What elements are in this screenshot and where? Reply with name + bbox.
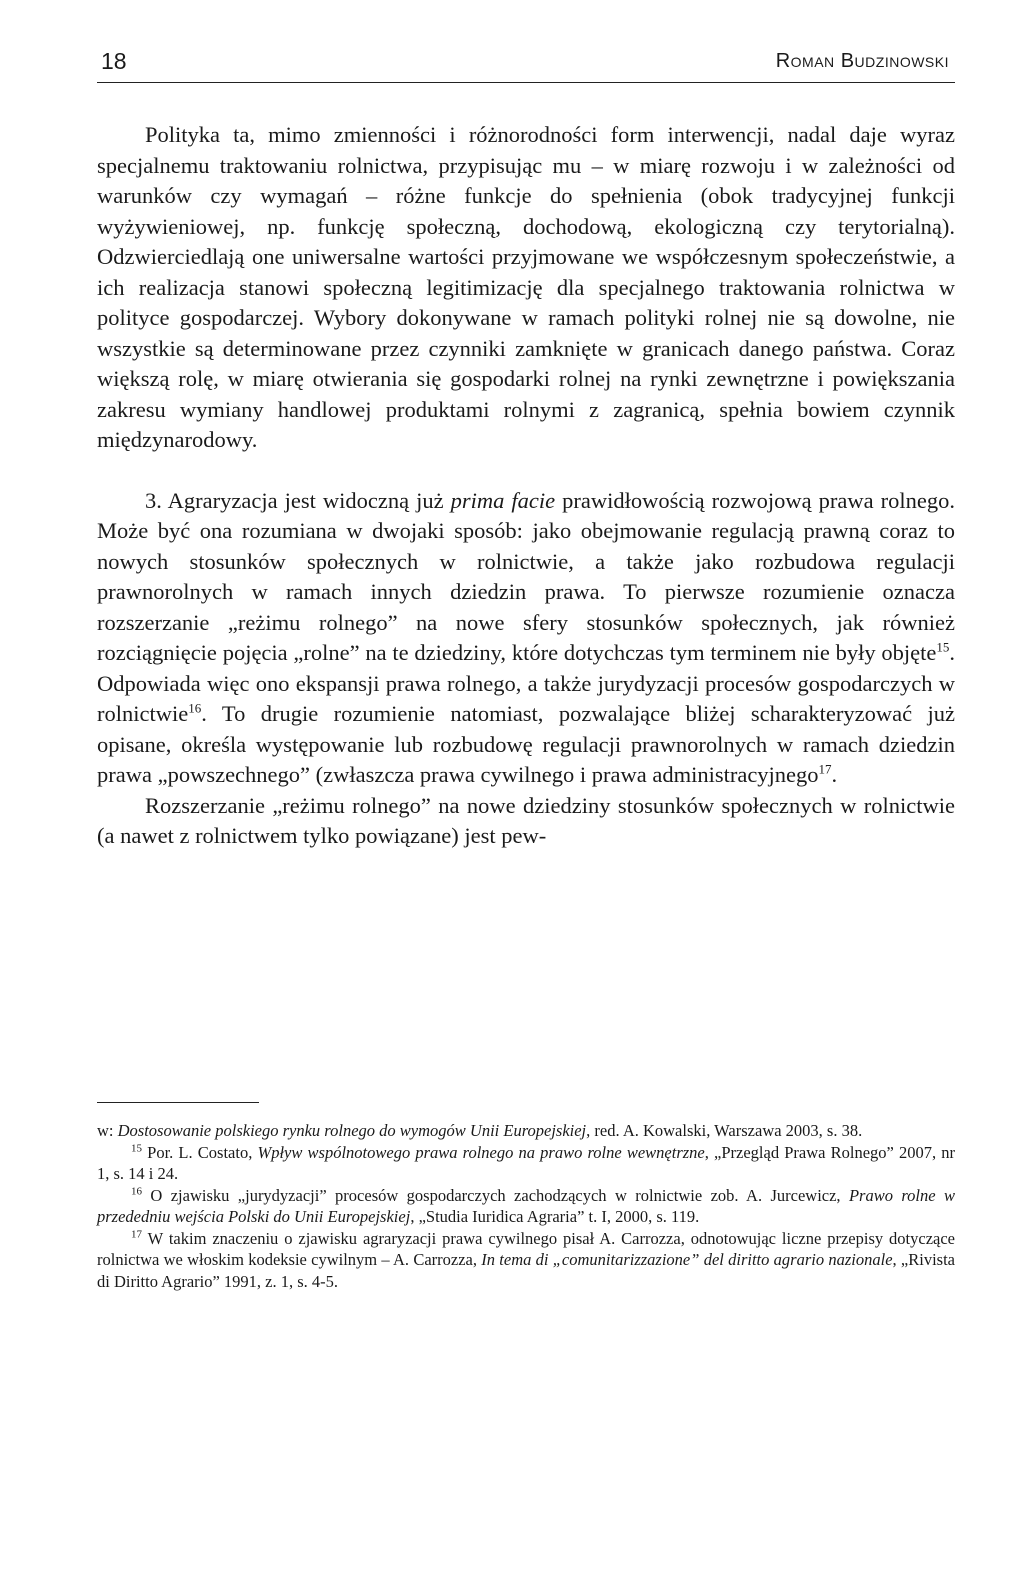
footnote-continued: w: Dostosowanie polskiego rynku rolnego do wymogów Unii Europejskiej, red. A. Kowalski, Warszawa 2003, s. 38.	[97, 1121, 863, 1140]
footnote-ref: 16	[188, 700, 202, 716]
paragraph: Rozszerzanie „reżimu rolnego” na nowe dziedziny stosunków społecznych w rolnictwie (a nawet z rolnictwem tylko powiązane) jest pew-	[97, 792, 955, 848]
footnote-16: $^{16}$ O zjawisku „jurydyzacji” procesów gospodarczych zachodzących w rolnictwie zob. A. Jurcewicz, Prawo rolne w przededniu wejścia Polski do Unii Europejskiej, „Studia Iuridica Agraria” t. I, 2000, s. 119.	[97, 1185, 956, 1226]
paragraph: Polityka ta, mimo zmienności i różnorodności form interwencji, nadal daje wyraz specjalnemu traktowaniu rolnictwa, przypisując mu – w miarę rozwoju i w zależności od warunków czy wymagań – różne funkcje do spełnienia (obok tradycyjnej funkcji wyżywieniowej, np. funkcję społeczną, dochodową, ekologiczną czy terytorialną). Odzwierciedlają one uniwersalne wartości przyjmowane we współczesnym społeczeństwie, a ich realizacja stanowi społeczną legitimizację dla specjalnego traktowania rolnictwa w polityce gospodarczej. Wybory dokonywane w ramach polityki rolnej nie są dowolne, nie wszystkie są determinowane przez czynniki zamknięte w granicach danego państwa. Coraz większą rolę, w miarę otwierania się gospodarki rolnej na rynki zewnętrzne i powiększania zakresu wymiany handlowej produktami rolnymi z zagranicą, spełnia bowiem czynnik międzynarodowy.	[97, 122, 955, 452]
footnote-divider	[97, 1102, 259, 1103]
page-header	[97, 48, 955, 83]
latin-phrase: prima facie	[450, 487, 556, 513]
main-text	[97, 120, 955, 852]
footnote-ref: 17	[818, 761, 832, 777]
footnotes	[97, 1120, 955, 1292]
footnote-17: $^{17}$ W takim znaczeniu o zjawisku agraryzacji prawa cywilnego pisał A. Carrozza, odnotowując liczne przepisy dotyczące rolnictwa we włoskim kodeksie cywilnym – A. Carrozza, In tema di „comunitarizzazione” del diritto agrario nazionale, „Rivista di Diritto Agrario” 1991, z. 1, s. 4-5.	[97, 1228, 956, 1291]
running-title: Roman Budzinowski	[775, 50, 949, 72]
footnote-15: $^{15}$ Por. L. Costato, Wpływ wspólnotowego prawa rolnego na prawo rolne wewnętrzne, „Przegląd Prawa Rolnego” 2007, nr 1, s. 14 i 24.	[97, 1142, 956, 1183]
page-number: 18	[101, 48, 127, 74]
paragraph: 3. Agraryzacja jest widoczną już prima facie prawidłowością rozwojową prawa rolnego. Może być ona rozumiana w dwojaki sposób: jako obejmowanie regulacją prawną coraz to nowych stosunków społecznych w rolnictwie, a także jako rozbudowa regulacji prawnorolnych w ramach innych dziedzin prawa. To pierwsze rozumienie oznacza rozszerzanie „reżimu rolnego” na nowe sfery stosunków społecznych, jak również rozciągnięcie pojęcia „rolne” na te dziedziny, które dotychczas tym terminem nie były objęte$^{15}$. Odpowiada więc ono ekspansji prawa rolnego, a także jurydyzacji procesów gospodarczych w rolnictwie$^{16}$. To drugie rozumienie natomiast, pozwalające bliżej scharakteryzować już opisane, określa występowanie lub rozbudowę regulacji prawnorolnych w ramach dziedzin prawa „powszechnego” (zwłaszcza prawa cywilnego i prawa administracyjnego$^{17}$.	[97, 487, 956, 787]
footnote-ref: 15	[936, 639, 950, 655]
